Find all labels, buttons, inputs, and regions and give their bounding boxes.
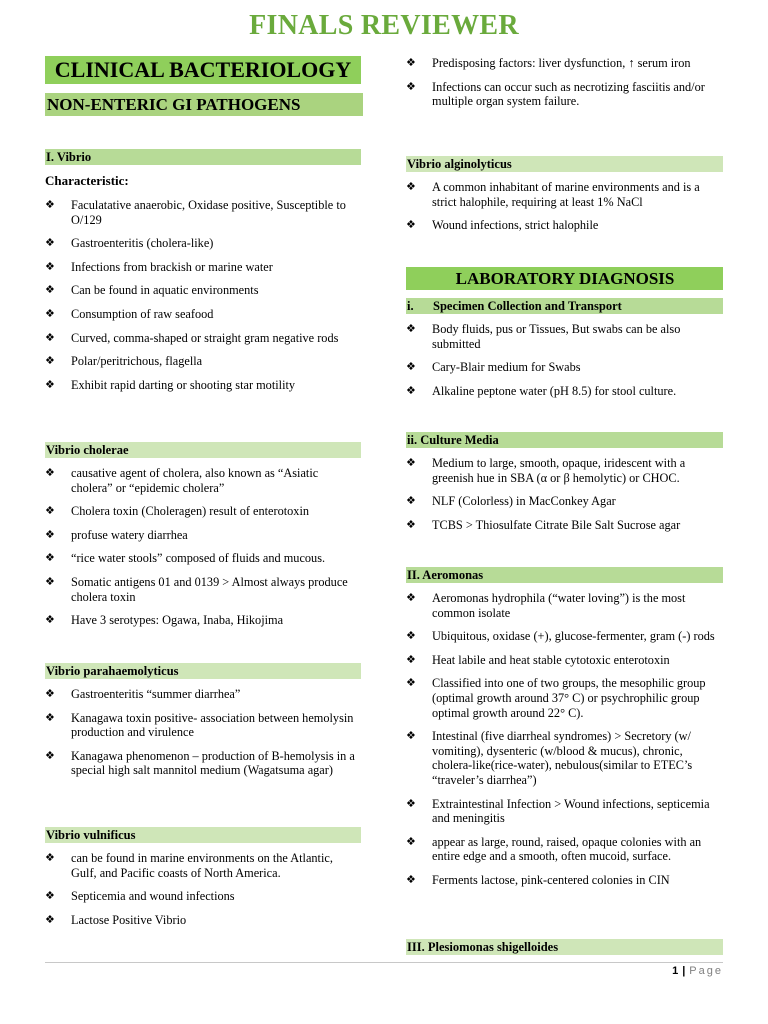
diamond-bullet-icon: ❖ — [45, 198, 55, 211]
vulnificus-continued-list — [406, 56, 723, 109]
diamond-bullet-icon: ❖ — [406, 79, 416, 93]
list-item-text: Cary-Blair medium for Swabs — [432, 360, 581, 375]
main-heading: CLINICAL BACTERIOLOGY — [45, 56, 361, 84]
list-item — [45, 889, 361, 904]
diamond-bullet-icon: ❖ — [45, 236, 55, 250]
page-label: Page — [689, 965, 723, 977]
alginolyticus-list — [406, 180, 723, 233]
diamond-bullet-icon: ❖ — [45, 377, 55, 391]
list-item-text: Lactose Positive Vibrio — [71, 912, 187, 927]
diamond-bullet-icon: ❖ — [406, 180, 416, 193]
culture-heading: ii. Culture Media — [406, 432, 723, 448]
vulnificus-section — [45, 827, 361, 936]
list-item-text: Alkaline peptone water (pH 8.5) for stool culture. — [432, 383, 677, 398]
list-item — [406, 180, 723, 209]
vulnificus-heading: Vibrio vulnificus — [45, 827, 361, 843]
list-item-text: Can be found in aquatic environments — [71, 283, 259, 298]
list-item — [45, 283, 361, 298]
diamond-bullet-icon: ❖ — [406, 456, 416, 469]
vibrio-list — [45, 198, 361, 392]
parahaemolyticus-section — [45, 663, 361, 787]
list-item-text: appear as large, round, raised, opaque colonies with an entire edge and a smooth, often mucoid, surface. — [432, 834, 702, 864]
list-item — [45, 575, 361, 604]
diamond-bullet-icon: ❖ — [406, 218, 416, 232]
list-item — [45, 711, 361, 740]
diamond-bullet-icon: ❖ — [45, 551, 55, 565]
diamond-bullet-icon: ❖ — [45, 748, 55, 762]
list-item — [406, 629, 723, 644]
aeromonas-section — [406, 567, 723, 897]
footer-divider — [45, 962, 723, 963]
diamond-bullet-icon: ❖ — [406, 383, 416, 397]
list-item — [406, 653, 723, 668]
diamond-bullet-icon: ❖ — [45, 466, 55, 479]
specimen-heading-text: Specimen Collection and Transport — [433, 299, 622, 313]
diamond-bullet-icon: ❖ — [45, 912, 55, 926]
plesiomonas-section — [406, 939, 723, 963]
list-item-text: Kanagawa phenomenon – production of B-hemolysis in a special high salt mannitol medium (Wagatsuma agar) — [71, 748, 355, 778]
list-item-text: Extraintestinal Infection > Wound infections, septicemia and meningitis — [432, 796, 710, 826]
list-item-text: causative agent of cholera, also known as “Asiatic cholera” or “epidemic cholera” — [71, 466, 319, 495]
cholerae-list — [45, 466, 361, 628]
plesiomonas-heading: III. Plesiomonas shigelloides — [406, 939, 723, 955]
diamond-bullet-icon: ❖ — [406, 322, 416, 335]
list-item — [45, 378, 361, 393]
list-item-text: Exhibit rapid darting or shooting star motility — [71, 377, 296, 392]
diamond-bullet-icon: ❖ — [45, 259, 55, 273]
list-item — [406, 456, 723, 485]
aeromonas-heading: II. Aeromonas — [406, 567, 723, 583]
list-item-text: Septicemia and wound infections — [71, 889, 235, 904]
diamond-bullet-icon: ❖ — [406, 834, 416, 848]
list-item — [45, 504, 361, 519]
diamond-bullet-icon: ❖ — [45, 687, 55, 700]
list-item-text: Gastroenteritis “summer diarrhea” — [71, 687, 241, 701]
list-item-text: Medium to large, smooth, opaque, iridescent with a greenish hue in SBA (α or β hemolytic) or CHOC. — [432, 456, 686, 485]
alginolyticus-heading: Vibrio alginolyticus — [406, 156, 723, 172]
aeromonas-list — [406, 591, 723, 888]
diamond-bullet-icon: ❖ — [45, 504, 55, 518]
diamond-bullet-icon: ❖ — [406, 676, 416, 690]
page-title: FINALS REVIEWER — [249, 10, 519, 41]
list-item — [45, 851, 361, 880]
list-item — [45, 687, 361, 702]
diamond-bullet-icon: ❖ — [45, 330, 55, 344]
list-item-text: can be found in marine environments on the Atlantic, Gulf, and Pacific coasts of North America. — [71, 851, 333, 880]
list-item-text: Curved, comma-shaped or straight gram negative rods — [71, 330, 339, 345]
list-item-text: profuse watery diarrhea — [71, 527, 188, 542]
list-item — [406, 56, 723, 71]
list-item-text: Wound infections, strict halophile — [432, 218, 599, 233]
specimen-number: i. — [407, 299, 414, 313]
characteristic-label: Characteristic: — [45, 173, 129, 188]
diamond-bullet-icon: ❖ — [45, 306, 55, 320]
list-item-text: Kanagawa toxin positive- association between hemolysin production and virulence — [71, 710, 354, 740]
list-item-text: Predisposing factors: liver dysfunction, ↑ serum iron — [432, 56, 691, 70]
list-item — [406, 676, 723, 720]
list-item-text: Classified into one of two groups, the mesophilic group (optimal growth around 37° C) or psychrophilic group optimal growth around 22° C). — [432, 676, 706, 720]
diamond-bullet-icon: ❖ — [45, 354, 55, 368]
list-item-text: Aeromonas hydrophila (“water loving”) is the most common isolate — [432, 591, 686, 620]
sub-heading: NON-ENTERIC GI PATHOGENS — [45, 93, 363, 116]
list-item — [406, 797, 723, 826]
footer-separator: | — [682, 965, 686, 977]
list-item-text: Have 3 serotypes: Ogawa, Inaba, Hikojima — [71, 613, 284, 628]
lab-diagnosis-heading: LABORATORY DIAGNOSIS — [406, 267, 723, 290]
diamond-bullet-icon: ❖ — [406, 360, 416, 374]
list-item — [406, 218, 723, 233]
list-item — [406, 591, 723, 620]
diamond-bullet-icon: ❖ — [406, 796, 416, 810]
list-item-text: Polar/peritrichous, flagella — [71, 354, 203, 369]
diamond-bullet-icon: ❖ — [406, 56, 416, 69]
specimen-list — [406, 322, 723, 398]
page-number: 1 — [672, 965, 679, 977]
list-item-text: Faculatative anaerobic, Oxidase positive, Susceptible to O/129 — [71, 198, 346, 227]
list-item-text: Body fluids, pus or Tissues, But swabs can be also submitted — [432, 322, 681, 351]
diamond-bullet-icon: ❖ — [406, 591, 416, 604]
vibrio-section — [45, 149, 361, 401]
list-item — [45, 331, 361, 346]
list-item-text: Heat labile and heat stable cytotoxic enterotoxin — [432, 652, 670, 667]
list-item-text: “rice water stools” composed of fluids and mucous. — [71, 551, 326, 566]
list-item-text: Gastroenteritis (cholera-like) — [71, 236, 214, 251]
vulnificus-list — [45, 851, 361, 927]
list-item — [45, 551, 361, 566]
page-footer — [672, 965, 723, 977]
lab-diagnosis-section — [406, 267, 723, 290]
list-item — [406, 729, 723, 787]
list-item — [45, 749, 361, 778]
specimen-section — [406, 298, 723, 407]
list-item-text: Somatic antigens 01 and 0139 > Almost always produce cholera toxin — [71, 574, 348, 604]
list-item — [45, 236, 361, 251]
list-item — [45, 613, 361, 628]
vibrio-heading: I. Vibrio — [45, 149, 361, 165]
parahaemolyticus-list — [45, 687, 361, 778]
diamond-bullet-icon: ❖ — [406, 729, 416, 743]
list-item — [45, 198, 361, 227]
list-item — [406, 873, 723, 888]
diamond-bullet-icon: ❖ — [45, 283, 55, 297]
list-item — [45, 466, 361, 495]
diamond-bullet-icon: ❖ — [45, 613, 55, 627]
diamond-bullet-icon: ❖ — [406, 872, 416, 886]
list-item — [406, 494, 723, 509]
list-item — [406, 518, 723, 533]
list-item-text: Infections from brackish or marine water — [71, 259, 273, 274]
list-item — [45, 260, 361, 275]
culture-list — [406, 456, 723, 532]
list-item-text: Intestinal (five diarrheal syndromes) > Secretory (w/ vomiting), dysenteric (w/blood & mucus), chronic, cholera-like(rice-water), nebulous(similar to ETEC’s “traveler’s diarrhea”) — [432, 729, 693, 787]
list-item — [45, 528, 361, 543]
diamond-bullet-icon: ❖ — [406, 494, 416, 508]
list-item — [45, 354, 361, 369]
list-item-text: Consumption of raw seafood — [71, 306, 214, 321]
list-item-text: TCBS > Thiosulfate Citrate Bile Salt Sucrose agar — [432, 517, 681, 532]
list-item — [406, 322, 723, 351]
diamond-bullet-icon: ❖ — [45, 527, 55, 541]
list-item-text: Ubiquitous, oxidase (+), glucose-fermenter, gram (-) rods — [432, 629, 715, 644]
vulnificus-continued — [406, 56, 723, 118]
cholerae-heading: Vibrio cholerae — [45, 442, 361, 458]
left-column — [45, 56, 361, 927]
list-item — [406, 360, 723, 375]
list-item-text: Ferments lactose, pink-centered colonies in CIN — [432, 872, 670, 887]
parahaemolyticus-heading: Vibrio parahaemolyticus — [45, 663, 361, 679]
list-item-text: Infections can occur such as necrotizing fasciitis and/or multiple organ system failure. — [432, 79, 705, 109]
list-item — [45, 307, 361, 322]
list-item — [406, 80, 723, 109]
culture-section — [406, 432, 723, 541]
diamond-bullet-icon: ❖ — [45, 889, 55, 903]
list-item-text: A common inhabitant of marine environments and is a strict halophile, requiring at least 1% NaCl — [432, 180, 700, 209]
list-item — [406, 384, 723, 399]
diamond-bullet-icon: ❖ — [45, 851, 55, 864]
diamond-bullet-icon: ❖ — [406, 517, 416, 531]
diamond-bullet-icon: ❖ — [406, 652, 416, 666]
list-item — [45, 913, 361, 928]
diamond-bullet-icon: ❖ — [406, 629, 416, 643]
list-item-text: Cholera toxin (Choleragen) result of enterotoxin — [71, 504, 310, 519]
diamond-bullet-icon: ❖ — [45, 574, 55, 588]
diamond-bullet-icon: ❖ — [45, 710, 55, 724]
alginolyticus-section — [406, 156, 723, 242]
list-item — [406, 835, 723, 864]
list-item-text: NLF (Colorless) in MacConkey Agar — [432, 494, 616, 509]
specimen-heading — [406, 298, 723, 314]
cholerae-section — [45, 442, 361, 637]
